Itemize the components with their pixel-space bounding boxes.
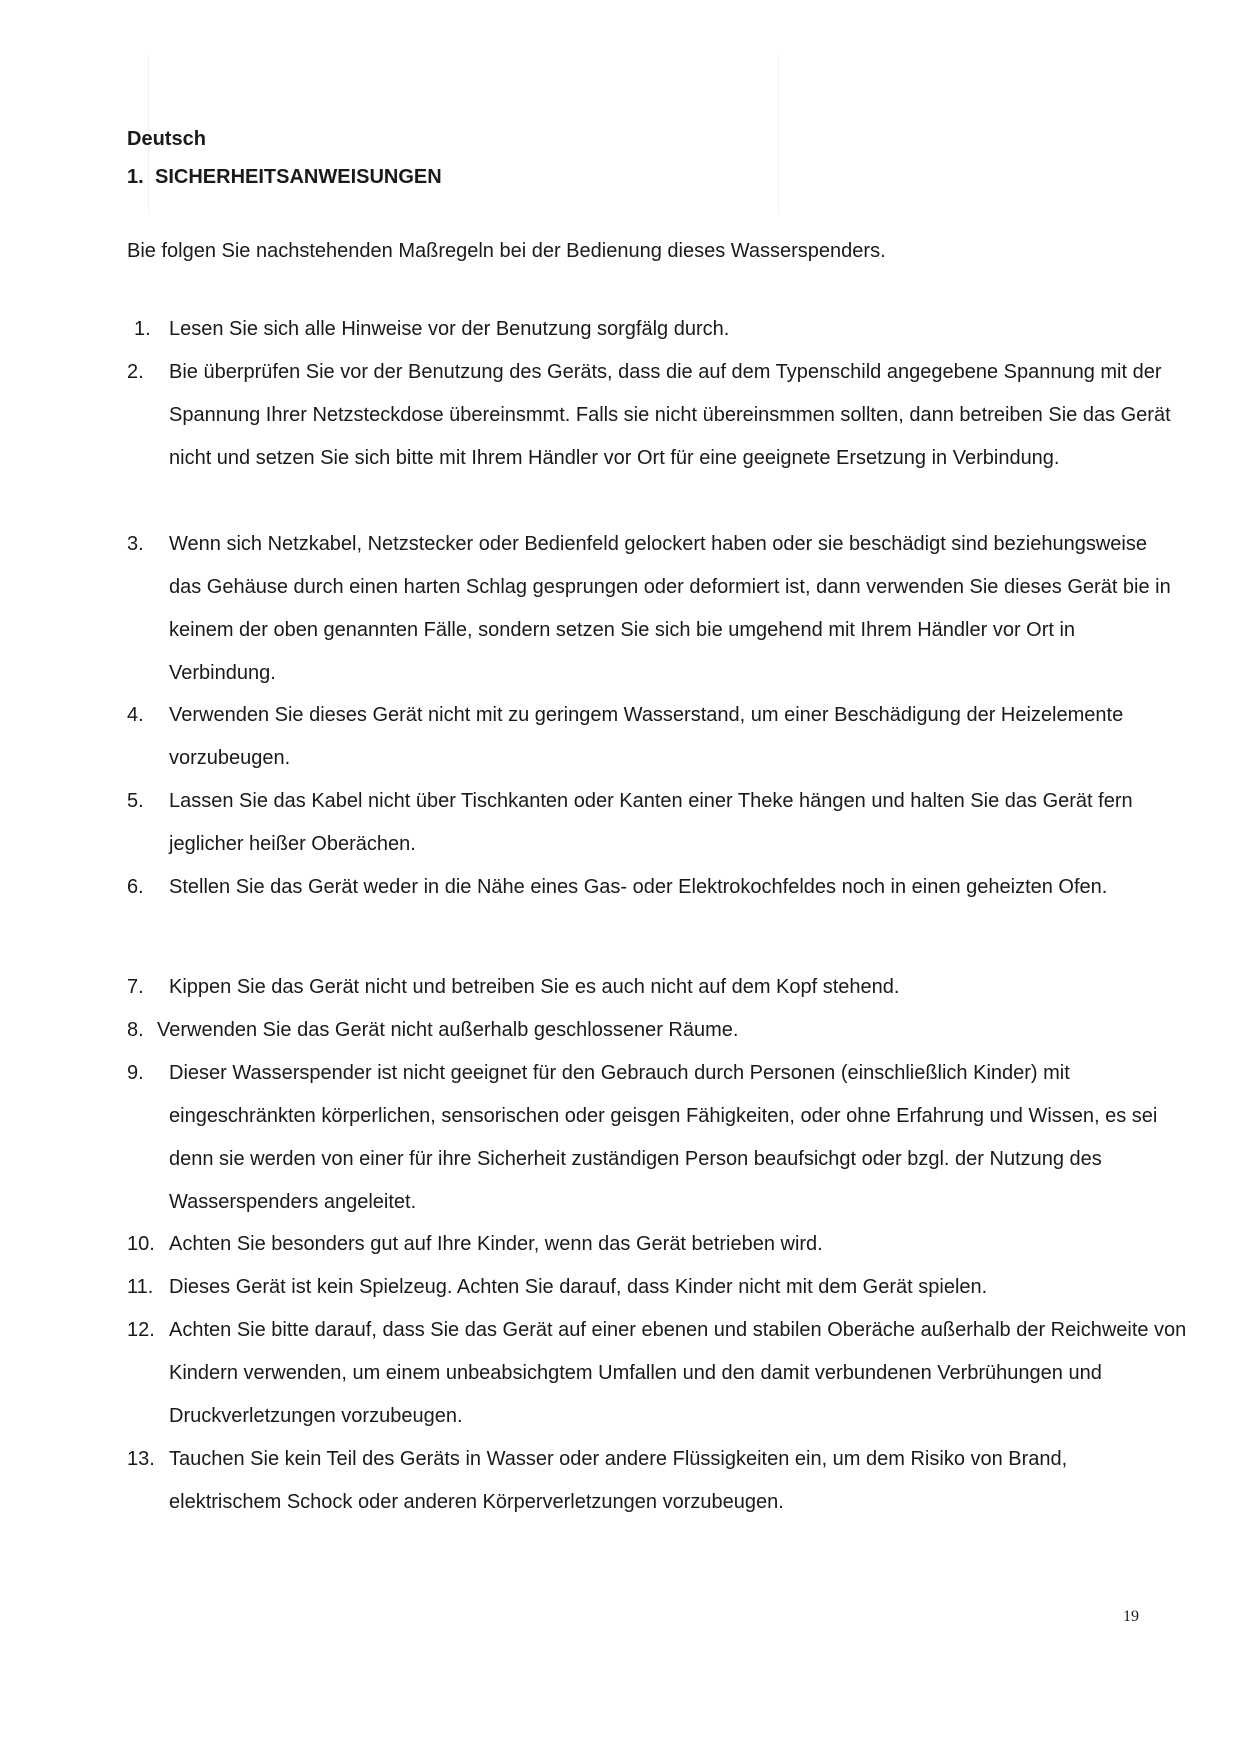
list-item-number: 1. — [134, 318, 151, 340]
list-item-number: 11. — [127, 1276, 154, 1298]
list-item-number: 4. — [127, 704, 144, 726]
list-item — [127, 523, 1179, 695]
list-item-number: 8. — [127, 1019, 144, 1041]
list-item — [127, 308, 1179, 351]
list-item-number: 5. — [127, 790, 144, 812]
list-item — [127, 351, 1179, 480]
list-item-number: 10. — [127, 1233, 155, 1255]
list-item-number: 13. — [127, 1448, 155, 1470]
list-item — [127, 1223, 1179, 1266]
list-item-text: Verwenden Sie dieses Gerät nicht mit zu geringem Wasserstand, um einer Beschädigung der Heizelemente vorzubeugen. — [169, 704, 1124, 769]
list-item-text: Tauchen Sie kein Teil des Geräts in Wasser oder andere Flüssigkeiten ein, um dem Risiko von Brand, elektrischem Schock oder anderen Körperverletzungen vorzubeugen. — [169, 1448, 1068, 1513]
language-heading: Deutsch — [127, 128, 206, 150]
list-item — [127, 1052, 1179, 1224]
list-item-number: 12. — [127, 1319, 155, 1341]
page-number: 19 — [1123, 1608, 1139, 1625]
list-item-text: Stellen Sie das Gerät weder in die Nähe eines Gas- oder Elektrokochfeldes noch in einen geheizten Ofen. — [169, 876, 1108, 898]
list-item — [127, 866, 1179, 909]
list-item — [127, 1266, 1179, 1309]
list-item-text: Lassen Sie das Kabel nicht über Tischkanten oder Kanten einer Theke hängen und halten Sie das Gerät fern jeglicher heißer Oberächen. — [169, 790, 1133, 855]
section-title — [127, 166, 442, 189]
list-item-number: 7. — [127, 976, 144, 998]
list-item-number: 2. — [127, 361, 144, 383]
list-item-text: Verwenden Sie das Gerät nicht außerhalb geschlossener Räume. — [157, 1019, 739, 1041]
list-item — [127, 694, 1179, 780]
list-item-text: Achten Sie bitte darauf, dass Sie das Gerät auf einer ebenen und stabilen Oberäche außerhalb der Reichweite von Kindern verwenden, um einem unbeabsichgtem Umfallen und den damit verbundenen Verbrühungen und Druckverletzungen vorzubeugen. — [169, 1319, 1187, 1427]
list-item-text: Dieses Gerät ist kein Spielzeug. Achten Sie darauf, dass Kinder nicht mit dem Gerät spielen. — [169, 1276, 988, 1298]
list-item — [127, 780, 1179, 866]
intro-paragraph: Bie folgen Sie nachstehenden Maßregeln bei der Bedienung dieses Wasserspenders. — [127, 240, 886, 262]
list-item-text: Dieser Wasserspender ist nicht geeignet für den Gebrauch durch Personen (einschließlich Kinder) mit eingeschränkten körperlichen, sensorischen oder geisgen Fähigkeiten, oder ohne Erfahrung und Wissen, es sei denn sie werden von einer für ihre Sicherheit zuständigen Person beaufsichgt oder bzgl. der Nutzung des Wasserspenders angeleitet. — [169, 1062, 1158, 1213]
list-item-number: 3. — [127, 533, 144, 555]
list-item — [127, 1438, 1179, 1524]
list-item-text: Bie überprüfen Sie vor der Benutzung des Geräts, dass die auf dem Typenschild angegebene Spannung mit der Spannung Ihrer Netzsteckdose übereinsmmt. Falls sie nicht übereinsmmen sollten, dann betreiben Sie das Gerät nicht und setzen Sie sich bitte mit Ihrem Händler vor Ort für eine geeignete Ersetzung in Verbindung. — [169, 361, 1171, 469]
section-title-text: SICHERHEITSANWEISUNGEN — [155, 166, 442, 188]
scan-artifact-line — [778, 55, 779, 215]
section-number: 1. — [127, 166, 144, 188]
list-item-text: Wenn sich Netzkabel, Netzstecker oder Bedienfeld gelockert haben oder sie beschädigt sind beziehungsweise das Gehäuse durch einen harten Schlag gesprungen oder deformiert ist, dann verwenden Sie dieses Gerät bie in keinem der oben genannten Fälle, sondern setzen Sie sich bie umgehend mit Ihrem Händler vor Ort in Verbindung. — [169, 533, 1171, 684]
list-item-number: 6. — [127, 876, 144, 898]
list-item-text: Lesen Sie sich alle Hinweise vor der Benutzung sorgfälg durch. — [169, 318, 730, 340]
list-item — [127, 1309, 1199, 1438]
list-item-text: Kippen Sie das Gerät nicht und betreiben Sie es auch nicht auf dem Kopf stehend. — [169, 976, 900, 998]
list-item-number: 9. — [127, 1062, 144, 1084]
list-item — [127, 966, 1179, 1009]
list-item — [127, 1009, 1167, 1052]
list-item-text: Achten Sie besonders gut auf Ihre Kinder, wenn das Gerät betrieben wird. — [169, 1233, 823, 1255]
